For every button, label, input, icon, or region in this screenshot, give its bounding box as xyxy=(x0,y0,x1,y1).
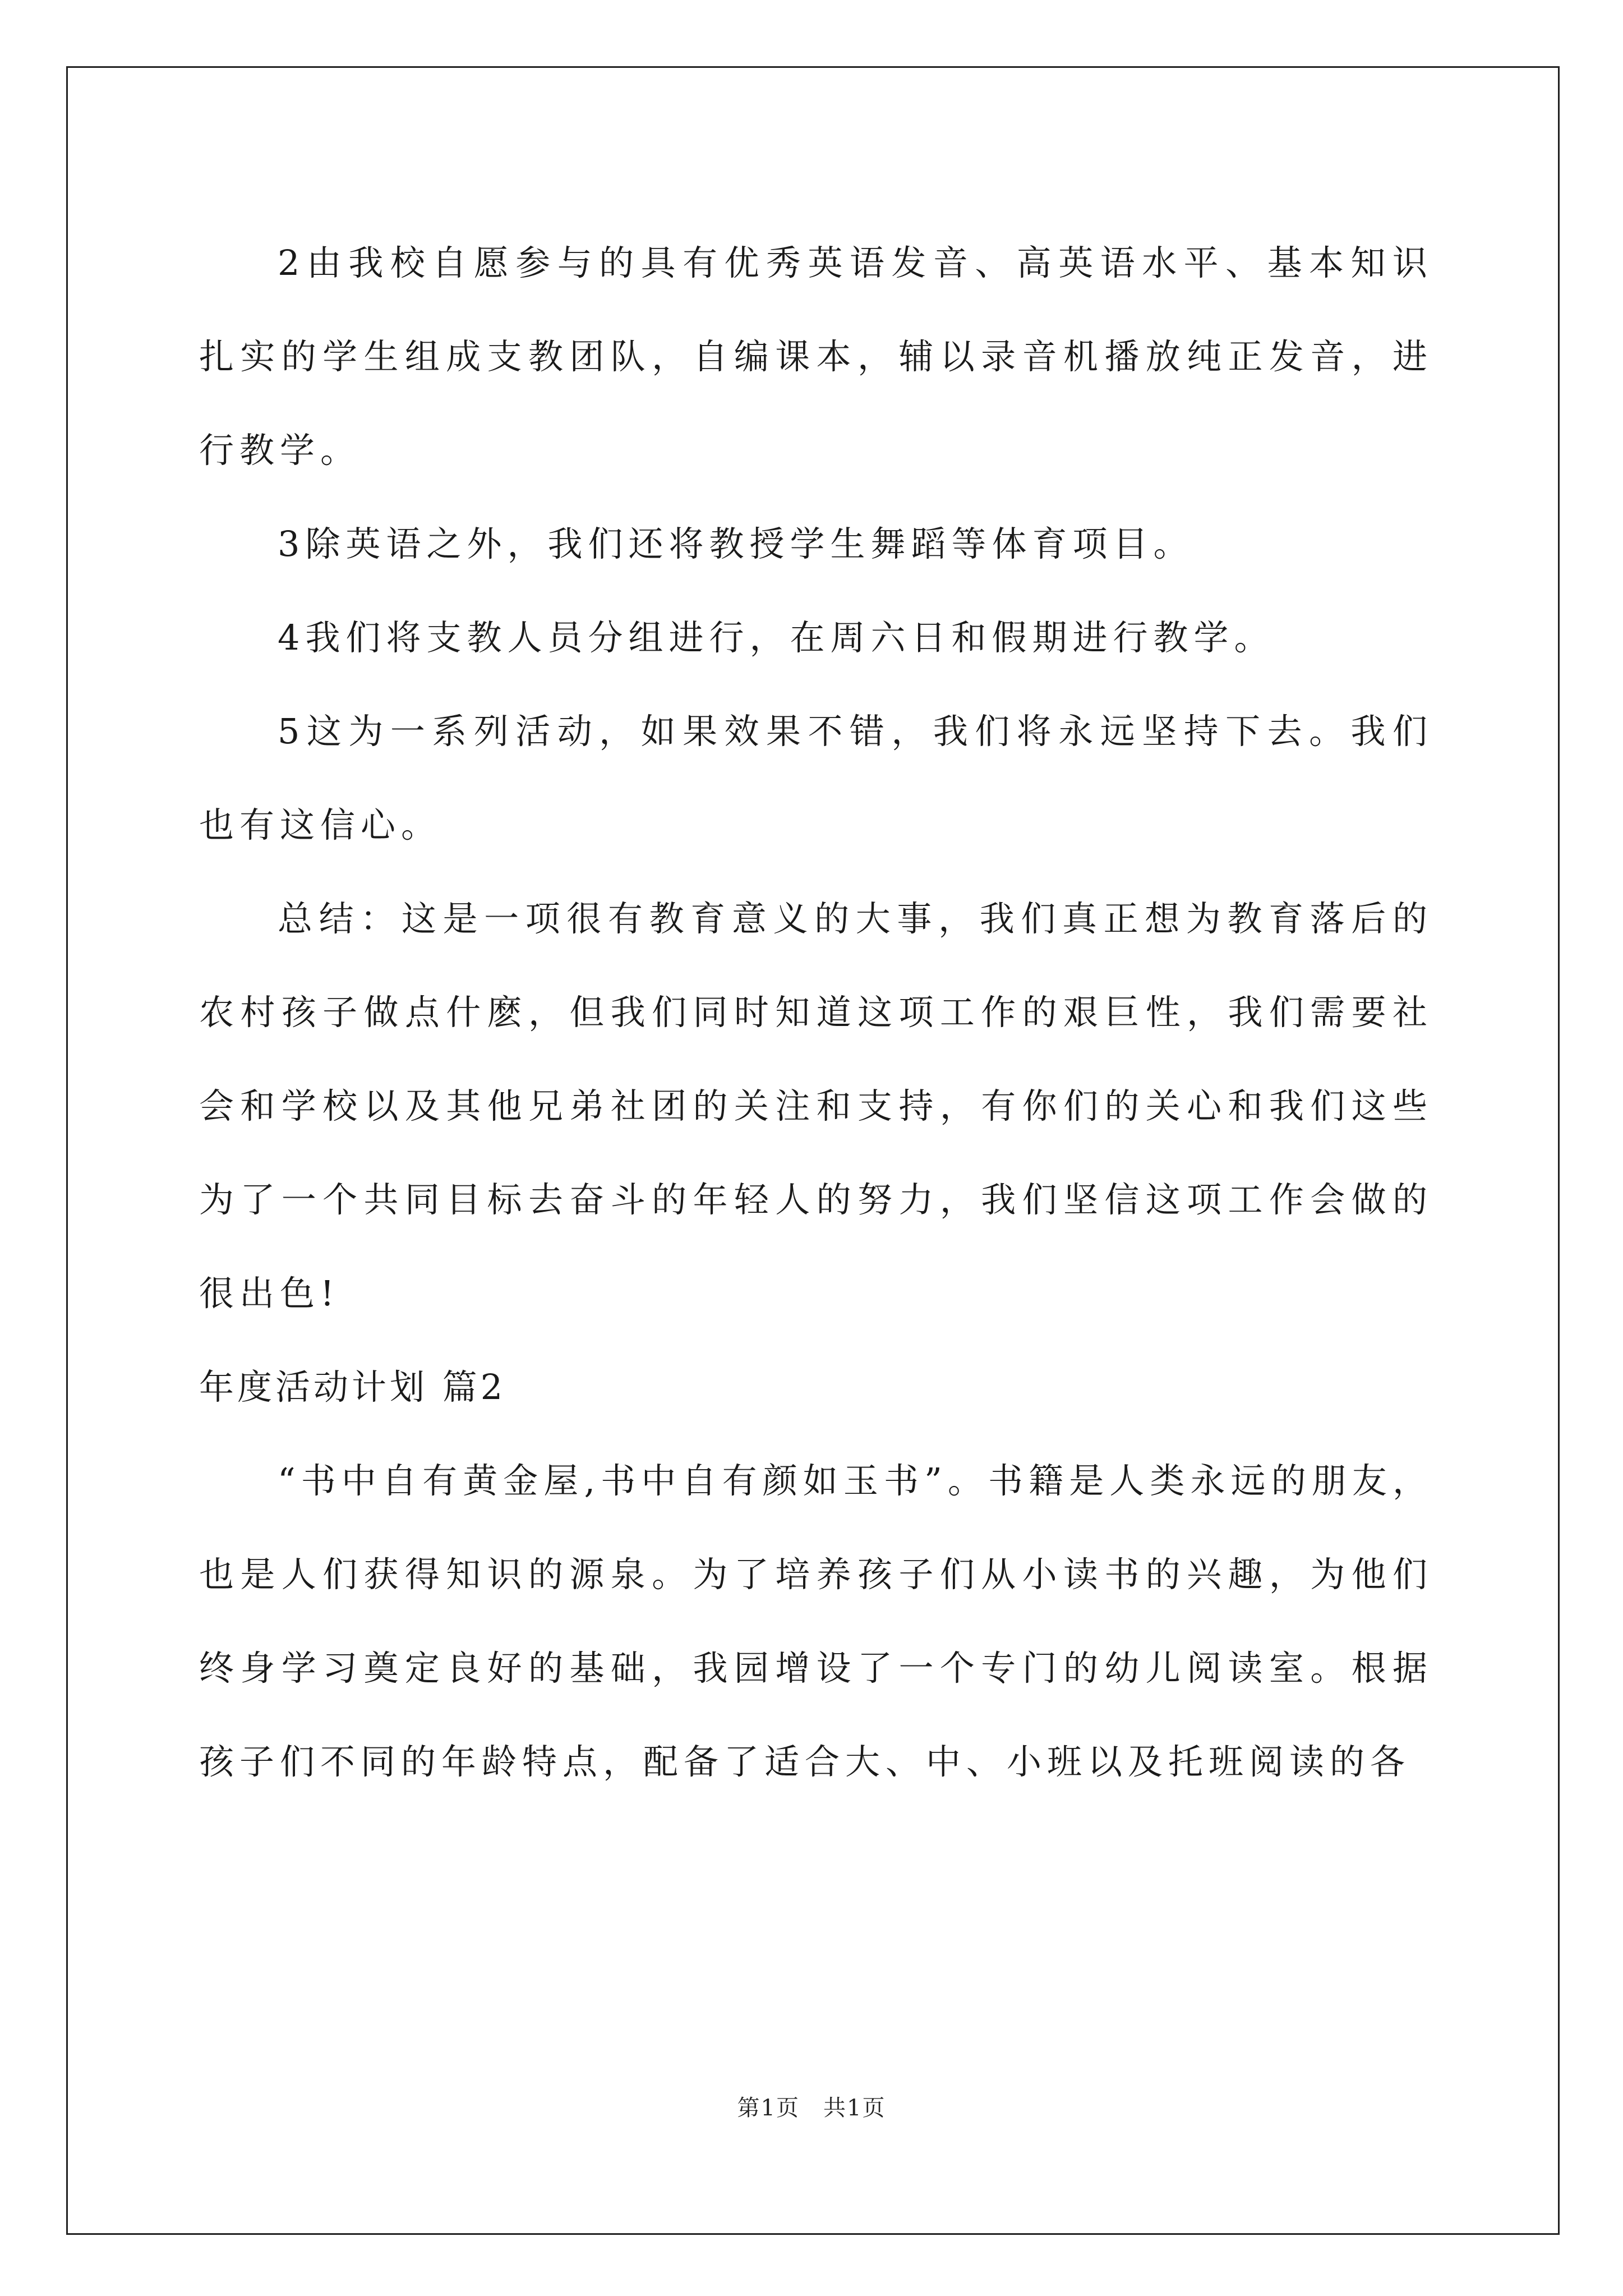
document-body xyxy=(199,216,1433,1809)
paragraph-summary: 总结：这是一项很有教育意义的大事，我们真正想为教育落后的农村孩子做点什麽，但我们同时知道这项工作的艰巨性，我们需要社会和学校以及其他兄弟社团的关注和支持，有你们的关心和我们这些为了一个共同目标去奋斗的年轻人的努力，我们坚信这项工作会做的很出色! xyxy=(199,898,1433,1314)
paragraph-item-2: 2由我校自愿参与的具有优秀英语发音、高英语水平、基本知识扎实的学生组成支教团队，自编课本，辅以录音机播放纯正发音，进行教学。 xyxy=(199,242,1433,471)
paragraph-item-4: 4我们将支教人员分组进行，在周六日和假期进行教学。 xyxy=(278,617,1275,658)
page-footer: 第1页 共1页 xyxy=(737,2095,886,2121)
section-paragraph: “书中自有黄金屋,书中自有颜如玉书”。书籍是人类永远的朋友，也是人们获得知识的源泉。为了培养孩子们从小读书的兴趣，为他们终身学习奠定良好的基础，我园增设了一个专门的幼儿阅读室。根据孩子们不同的年龄特点，配备了适合大、中、小班以及托班阅读的各 xyxy=(199,1460,1433,1782)
section-heading: 年度活动计划 篇2 xyxy=(199,1366,506,1407)
paragraph-item-3: 3除英语之外，我们还将教授学生舞蹈等体育项目。 xyxy=(278,523,1194,564)
paragraph-item-5: 5这为一系列活动，如果效果不错，我们将永远坚持下去。我们也有这信心。 xyxy=(199,711,1433,845)
